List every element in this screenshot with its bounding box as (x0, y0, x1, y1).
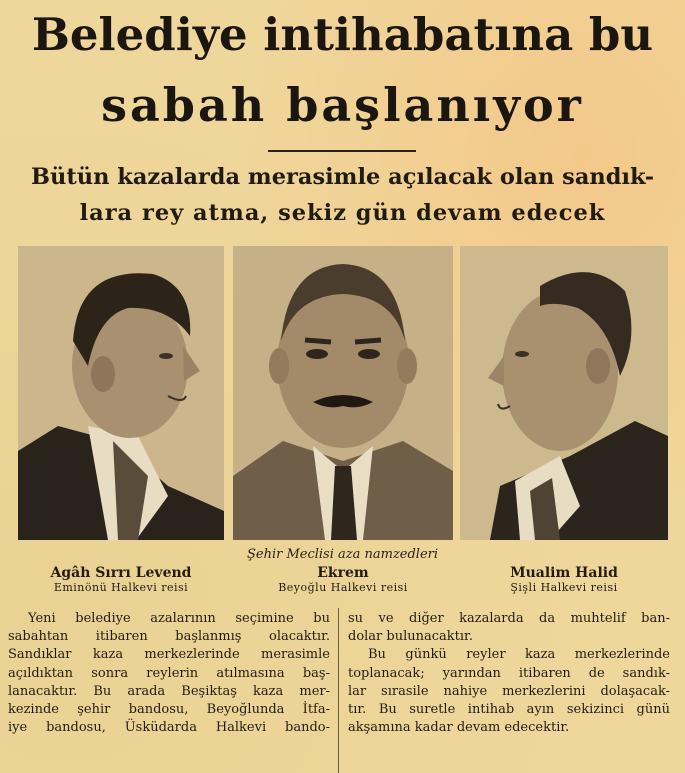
article-line: Yeni belediye azalarının seçimine bu (28, 611, 330, 626)
caption-person-1 (18, 565, 224, 594)
article-line: lanacaktır. Bu arada Beşiktaş kaza mer- (8, 683, 330, 699)
article-column-right (348, 610, 670, 737)
article-line: sabahtan itibaren başlanmış olacaktır. (8, 629, 330, 645)
person-role: Eminönü Halkevi reisi (53, 581, 189, 594)
article-line: akşamına kadar devam edecektir. (348, 720, 570, 736)
subheadline-line-1: Bütün kazalarda merasimle açılacak olan sandık- (30, 164, 655, 190)
article-line: tır. Bu suretle intihab ayın sekizinci günü (348, 702, 670, 718)
article-line: lar sırasile nahiye merkezlerini dolaşacak- (348, 683, 670, 699)
person-name: Ekrem (317, 565, 369, 581)
caption-person-3 (460, 565, 668, 594)
column-divider (338, 608, 339, 773)
headline-rule (268, 150, 416, 152)
headline-line-2: sabah başlanıyor (101, 78, 584, 132)
article-line: dolar bulunacaktır. (348, 629, 473, 645)
person-role: Beyoğlu Halkevi reisi (278, 581, 408, 594)
article-line: su ve diğer kazalarda da muhtelif ban- (348, 611, 670, 626)
subheadline-line-2: lara rey atma, sekiz gün devam edecek (79, 200, 606, 226)
person-role: Şişli Halkevi reisi (510, 581, 618, 594)
headline-line-1: Belediye intihabatına bu (31, 8, 654, 61)
portrait-photo-1 (18, 246, 224, 540)
article-line: iye bandosu, Üsküdarda Halkevi bando- (8, 720, 330, 736)
portrait-photo-3 (460, 246, 668, 540)
article-line: kezinde şehir bandosu, Beyoğlunda İtfa- (8, 702, 330, 718)
person-name: Agâh Sırrı Levend (50, 565, 192, 581)
article-line: açıldıktan sonra reylerin atılmasına baş- (8, 665, 330, 681)
article-line: Sandıklar kaza merkezlerinde merasimle (8, 647, 330, 663)
article-column-left (8, 610, 330, 737)
article-line: Bu günkü reyler kaza merkezlerinde (368, 647, 670, 663)
article-line: toplanacak; yarından itibaren de sandık- (348, 665, 670, 681)
caption-person-2 (233, 565, 453, 594)
portrait-photo-2 (233, 246, 453, 540)
photo-caption: Şehir Meclisi aza namzedleri (246, 547, 439, 562)
person-name: Mualim Halid (510, 565, 618, 581)
